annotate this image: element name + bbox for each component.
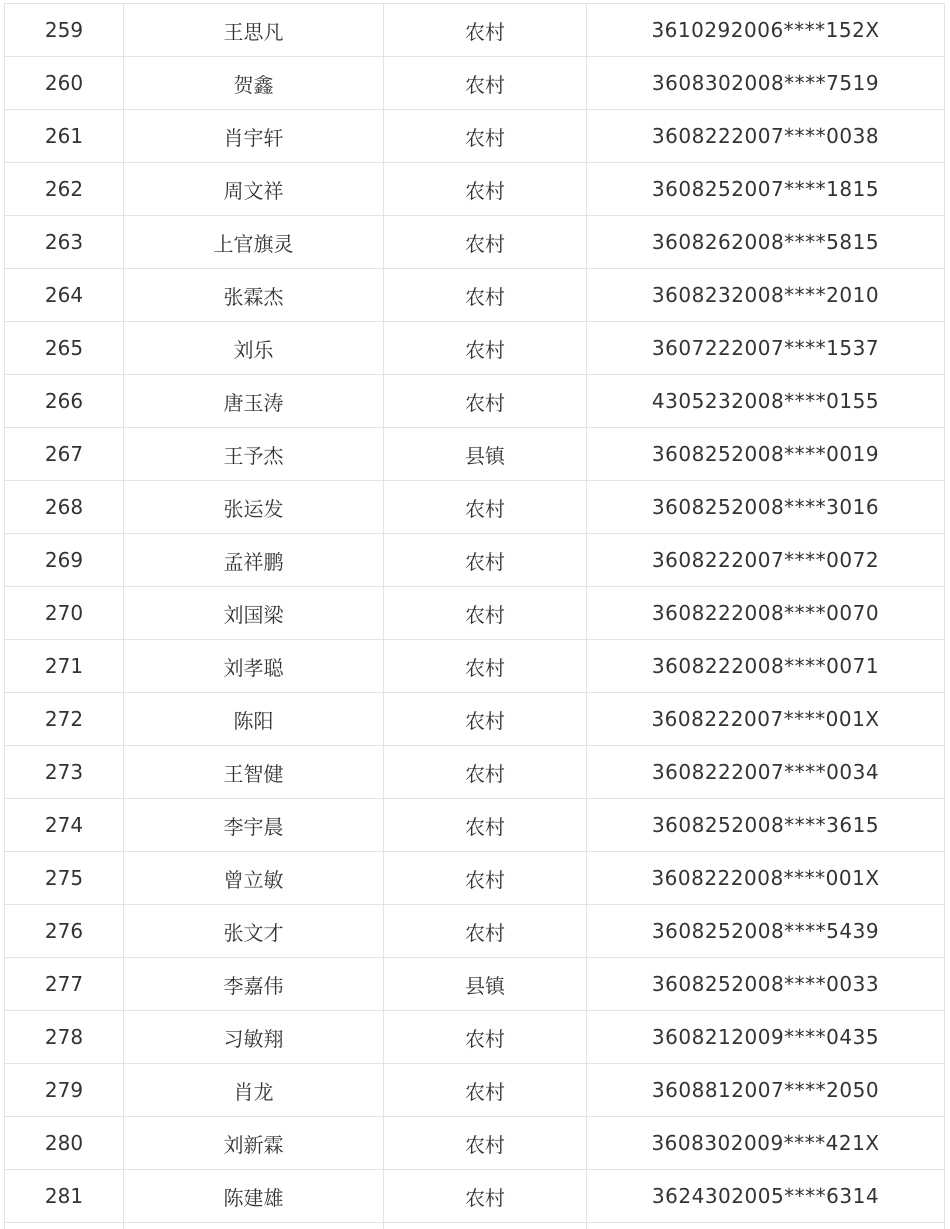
- id-number-cell: 3608222008****0071: [587, 640, 945, 693]
- student-name-cell: 刘国梁: [124, 587, 384, 640]
- row-number-cell: 278: [5, 1011, 124, 1064]
- table-row-partial: [5, 1223, 945, 1229]
- row-number-cell: 265: [5, 322, 124, 375]
- id-number-cell: 3608222007****0072: [587, 534, 945, 587]
- empty-cell: [5, 1223, 124, 1229]
- household-type-cell: 农村: [384, 1064, 587, 1117]
- student-name-cell: 张文才: [124, 905, 384, 958]
- student-name-cell: 曾立敏: [124, 852, 384, 905]
- table-row: [5, 693, 945, 746]
- id-number-cell: 3608222008****001X: [587, 852, 945, 905]
- student-name-cell: 贺鑫: [124, 57, 384, 110]
- household-type-cell: 农村: [384, 905, 587, 958]
- household-type-cell: 农村: [384, 4, 587, 57]
- id-number-cell: 3624302005****6314: [587, 1170, 945, 1223]
- table-row: [5, 640, 945, 693]
- id-number-cell: 3608252007****1815: [587, 163, 945, 216]
- row-number-cell: 264: [5, 269, 124, 322]
- id-number-cell: 3608302009****421X: [587, 1117, 945, 1170]
- table-row: [5, 216, 945, 269]
- household-type-cell: 农村: [384, 1117, 587, 1170]
- student-name-cell: 陈阳: [124, 693, 384, 746]
- table-row: [5, 852, 945, 905]
- empty-cell: [124, 1223, 384, 1229]
- row-number-cell: 272: [5, 693, 124, 746]
- id-number-cell: 3608252008****3016: [587, 481, 945, 534]
- table-row: [5, 1117, 945, 1170]
- household-type-cell: 农村: [384, 110, 587, 163]
- household-type-cell: 农村: [384, 481, 587, 534]
- household-type-cell: 农村: [384, 852, 587, 905]
- id-number-cell: 3608252008****3615: [587, 799, 945, 852]
- table-row: [5, 799, 945, 852]
- student-name-cell: 李嘉伟: [124, 958, 384, 1011]
- row-number-cell: 276: [5, 905, 124, 958]
- table-row: [5, 322, 945, 375]
- student-name-cell: 肖龙: [124, 1064, 384, 1117]
- household-type-cell: 农村: [384, 1011, 587, 1064]
- table-row: [5, 375, 945, 428]
- row-number-cell: 268: [5, 481, 124, 534]
- row-number-cell: 274: [5, 799, 124, 852]
- id-number-cell: 3608222007****001X: [587, 693, 945, 746]
- table-row: [5, 587, 945, 640]
- id-number-cell: 3608222008****0070: [587, 587, 945, 640]
- table-row: [5, 958, 945, 1011]
- table-row: [5, 481, 945, 534]
- student-list-table: [4, 3, 945, 1229]
- id-number-cell: 3608262008****5815: [587, 216, 945, 269]
- id-number-cell: 3608252008****5439: [587, 905, 945, 958]
- row-number-cell: 271: [5, 640, 124, 693]
- student-name-cell: 肖宇轩: [124, 110, 384, 163]
- household-type-cell: 农村: [384, 746, 587, 799]
- student-name-cell: 李宇晨: [124, 799, 384, 852]
- household-type-cell: 农村: [384, 640, 587, 693]
- student-list-table-wrapper: [4, 3, 944, 1229]
- household-type-cell: 农村: [384, 799, 587, 852]
- row-number-cell: 266: [5, 375, 124, 428]
- table-row: [5, 110, 945, 163]
- household-type-cell: 县镇: [384, 428, 587, 481]
- household-type-cell: 农村: [384, 269, 587, 322]
- table-row: [5, 428, 945, 481]
- id-number-cell: 4305232008****0155: [587, 375, 945, 428]
- student-name-cell: 唐玉涛: [124, 375, 384, 428]
- table-body: [5, 4, 945, 1229]
- table-row: [5, 1011, 945, 1064]
- row-number-cell: 263: [5, 216, 124, 269]
- row-number-cell: 279: [5, 1064, 124, 1117]
- empty-cell: [384, 1223, 587, 1229]
- id-number-cell: 3608222007****0034: [587, 746, 945, 799]
- household-type-cell: 农村: [384, 163, 587, 216]
- id-number-cell: 3608212009****0435: [587, 1011, 945, 1064]
- table-row: [5, 905, 945, 958]
- row-number-cell: 280: [5, 1117, 124, 1170]
- table-row: [5, 269, 945, 322]
- household-type-cell: 农村: [384, 534, 587, 587]
- table-row: [5, 1064, 945, 1117]
- student-name-cell: 王予杰: [124, 428, 384, 481]
- row-number-cell: 262: [5, 163, 124, 216]
- student-name-cell: 孟祥鹏: [124, 534, 384, 587]
- row-number-cell: 260: [5, 57, 124, 110]
- row-number-cell: 267: [5, 428, 124, 481]
- student-name-cell: 上官旗灵: [124, 216, 384, 269]
- student-name-cell: 习敏翔: [124, 1011, 384, 1064]
- table-row: [5, 163, 945, 216]
- table-row: [5, 534, 945, 587]
- household-type-cell: 县镇: [384, 958, 587, 1011]
- student-name-cell: 张运发: [124, 481, 384, 534]
- student-name-cell: 刘新霖: [124, 1117, 384, 1170]
- household-type-cell: 农村: [384, 587, 587, 640]
- student-name-cell: 陈建雄: [124, 1170, 384, 1223]
- household-type-cell: 农村: [384, 375, 587, 428]
- table-row: [5, 4, 945, 57]
- row-number-cell: 281: [5, 1170, 124, 1223]
- household-type-cell: 农村: [384, 57, 587, 110]
- household-type-cell: 农村: [384, 693, 587, 746]
- row-number-cell: 270: [5, 587, 124, 640]
- student-name-cell: 王思凡: [124, 4, 384, 57]
- student-name-cell: 王智健: [124, 746, 384, 799]
- table-row: [5, 1170, 945, 1223]
- id-number-cell: 3608232008****2010: [587, 269, 945, 322]
- household-type-cell: 农村: [384, 1170, 587, 1223]
- empty-cell: [587, 1223, 945, 1229]
- row-number-cell: 259: [5, 4, 124, 57]
- table-row: [5, 57, 945, 110]
- row-number-cell: 273: [5, 746, 124, 799]
- student-name-cell: 周文祥: [124, 163, 384, 216]
- table-row: [5, 746, 945, 799]
- id-number-cell: 3608252008****0019: [587, 428, 945, 481]
- row-number-cell: 261: [5, 110, 124, 163]
- student-name-cell: 刘乐: [124, 322, 384, 375]
- id-number-cell: 3607222007****1537: [587, 322, 945, 375]
- id-number-cell: 3608252008****0033: [587, 958, 945, 1011]
- row-number-cell: 277: [5, 958, 124, 1011]
- id-number-cell: 3608302008****7519: [587, 57, 945, 110]
- row-number-cell: 269: [5, 534, 124, 587]
- id-number-cell: 3608812007****2050: [587, 1064, 945, 1117]
- row-number-cell: 275: [5, 852, 124, 905]
- id-number-cell: 3608222007****0038: [587, 110, 945, 163]
- student-name-cell: 刘孝聪: [124, 640, 384, 693]
- household-type-cell: 农村: [384, 322, 587, 375]
- id-number-cell: 3610292006****152X: [587, 4, 945, 57]
- household-type-cell: 农村: [384, 216, 587, 269]
- student-name-cell: 张霖杰: [124, 269, 384, 322]
